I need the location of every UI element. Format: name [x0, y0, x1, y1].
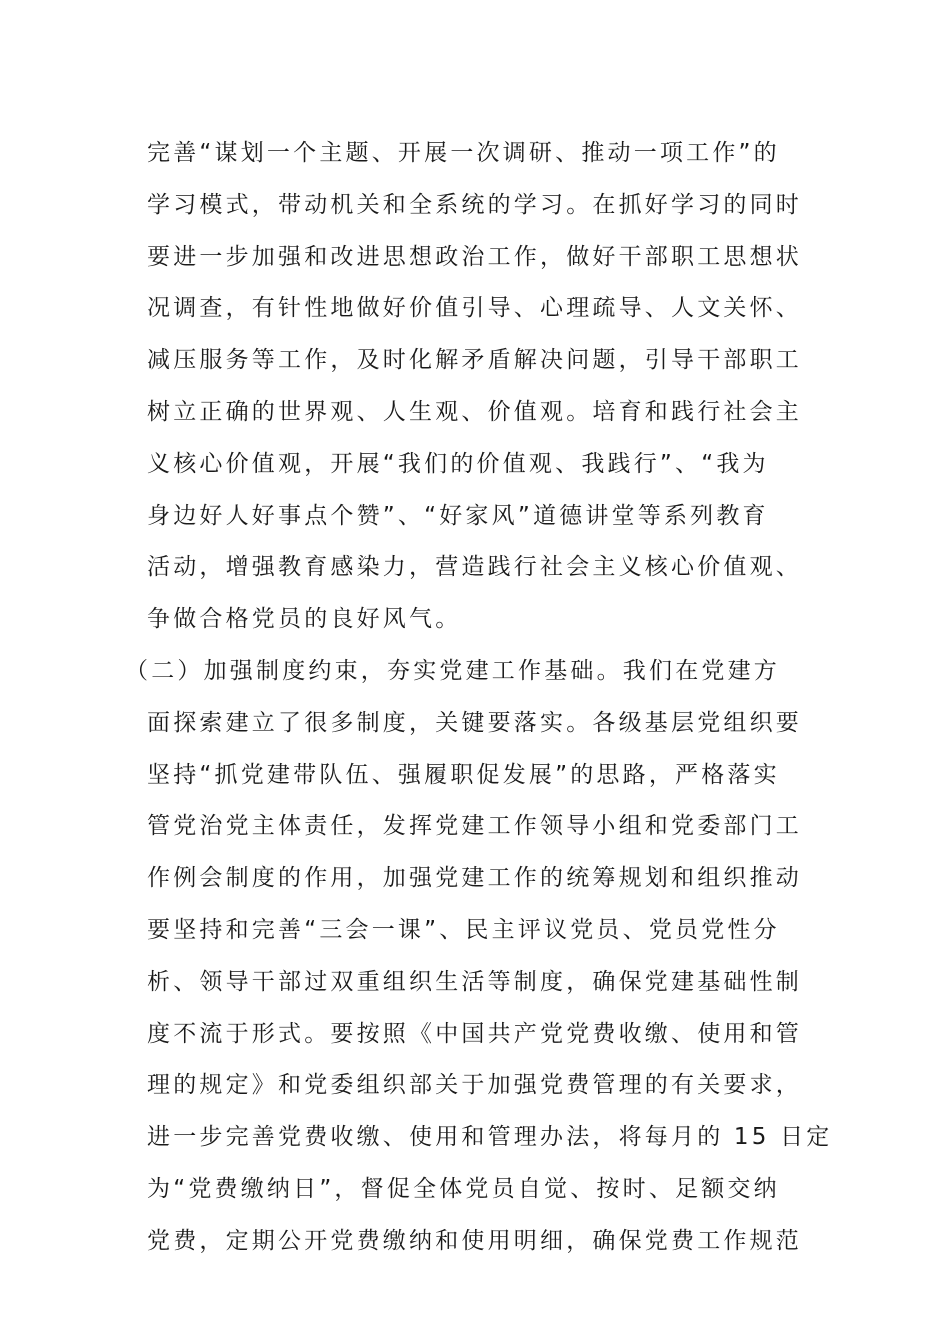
text-line: 学习模式，带动机关和全系统的学习。在抓好学习的同时	[147, 191, 802, 218]
text-line: 完善“谋划一个主题、开展一次调研、推动一项工作”的	[147, 140, 780, 166]
text-line: 析、领导干部过双重组织生活等制度，确保党建基础性制	[147, 968, 802, 995]
text-line: 党费，定期公开党费缴纳和使用明细，确保党费工作规范	[147, 1227, 802, 1254]
text-line: 要进一步加强和改进思想政治工作，做好干部职工思想状	[147, 243, 802, 270]
text-line: 面探索建立了很多制度，关键要落实。各级基层党组织要	[147, 709, 802, 736]
text-line: 管党治党主体责任，发挥党建工作领导小组和党委部门工	[147, 813, 802, 840]
text-line: 度不流于形式。要按照《中国共产党党费收缴、使用和管	[147, 1020, 802, 1047]
text-line: 争做合格党员的良好风气。	[147, 606, 462, 633]
text-line: 减压服务等工作，及时化解矛盾解决问题，引导干部职工	[147, 347, 802, 374]
text-line: 况调查，有针性地做好价值引导、心理疏导、人文关怀、	[147, 295, 802, 322]
text-line: 活动，增强教育感染力，营造践行社会主义核心价值观、	[147, 554, 802, 581]
text-line: 要坚持和完善“三会一课”、民主评议党员、党员党性分	[147, 916, 780, 943]
section-heading-line: （二）加强制度约束，夯实党建工作基础。我们在党建方	[125, 657, 780, 684]
text-line: 义核心价值观，开展“我们的价值观、我践行”、“我为	[147, 450, 769, 477]
text-line: 进一步完善党费收缴、使用和管理办法，将每月的 15 日定	[147, 1124, 833, 1151]
body-text	[125, 128, 833, 1268]
text-line: 作例会制度的作用，加强党建工作的统筹规划和组织推动	[147, 865, 802, 892]
text-line: 坚持“抓党建带队伍、强履职促发展”的思路，严格落实	[147, 761, 780, 788]
text-line: 理的规定》和党委组织部关于加强党费管理的有关要求，	[147, 1072, 802, 1099]
text-line: 树立正确的世界观、人生观、价值观。培育和践行社会主	[147, 398, 802, 425]
text-line: 身边好人好事点个赞”、“好家风”道德讲堂等系列教育	[147, 502, 769, 529]
text-line: 为“党费缴纳日”，督促全体党员自觉、按时、足额交纳	[147, 1175, 780, 1202]
